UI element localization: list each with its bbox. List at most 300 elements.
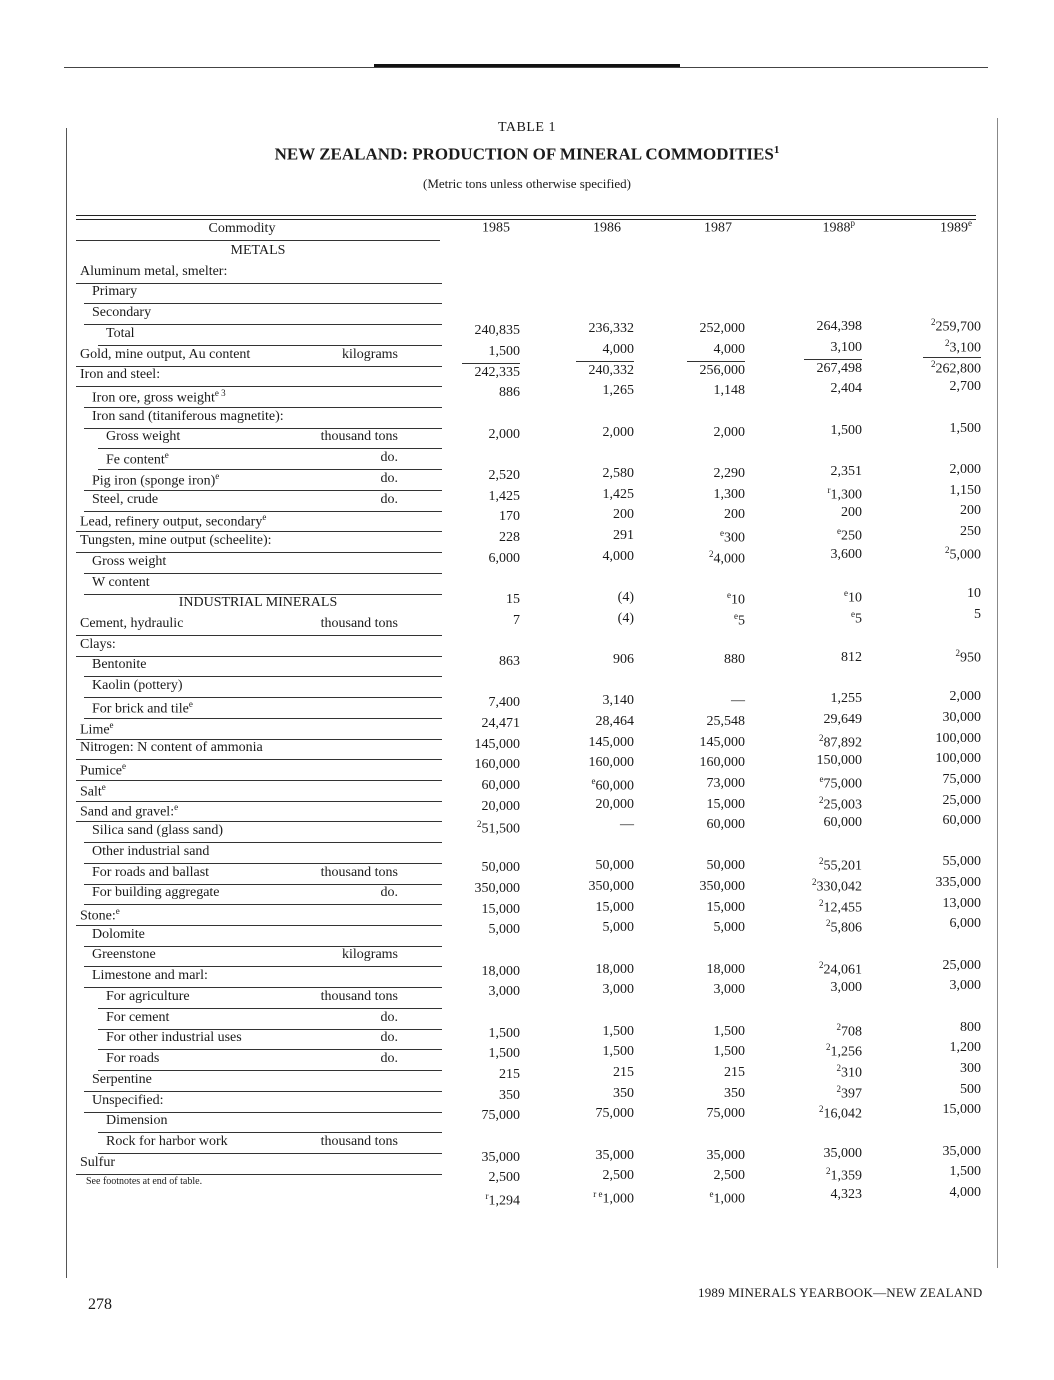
value-text: 4,000 xyxy=(602,341,634,357)
value-text: 35,000 xyxy=(706,1147,745,1163)
unit-label: do. xyxy=(380,470,398,486)
value-text: 5,000 xyxy=(949,547,981,563)
commodity-name: Aluminum metal, smelter: xyxy=(80,263,228,279)
value-text: 5,000 xyxy=(713,920,745,936)
value-footnote-mark: 2 xyxy=(477,819,482,830)
value-footnote-mark: e xyxy=(720,527,724,538)
value-footnote-mark: 2 xyxy=(945,544,950,555)
commodity-name: For other industrial uses xyxy=(106,1030,242,1046)
value-text: 4,000 xyxy=(713,341,745,357)
column-header-commodity: Commodity xyxy=(208,221,276,236)
commodity-label xyxy=(106,429,180,445)
commodity-label xyxy=(80,802,178,821)
value-text: 12,455 xyxy=(823,900,862,916)
commodity-label xyxy=(80,264,227,280)
value-text: 3,100 xyxy=(949,340,981,356)
value-text: 50,000 xyxy=(706,858,745,874)
value-text: 1,150 xyxy=(949,482,981,498)
value-text: 1,500 xyxy=(949,1164,981,1180)
value-text: 886 xyxy=(499,385,520,401)
value-text: 160,000 xyxy=(474,757,520,773)
commodity-name: Kaolin (pottery) xyxy=(92,678,183,694)
commodity-name: Sulfur xyxy=(80,1154,115,1170)
unit-label: do. xyxy=(380,885,398,901)
value-text: 15,000 xyxy=(942,1102,981,1118)
value-text: 300 xyxy=(724,530,745,546)
value-text: 264,398 xyxy=(816,319,862,335)
commodity-name: Greenstone xyxy=(92,947,156,963)
commodity-name: Gold, mine output, Au content xyxy=(80,346,251,362)
value-text: 1,300 xyxy=(713,486,745,502)
commodity-name: Iron ore, gross weight xyxy=(92,390,215,406)
value-text: 87,892 xyxy=(823,735,862,751)
value-text: 75,000 xyxy=(595,1106,634,1122)
commodity-label xyxy=(106,1134,228,1150)
unit-label: thousand tons xyxy=(320,1133,398,1149)
value-text: 2,290 xyxy=(713,465,745,481)
value-text: 24,061 xyxy=(823,962,862,978)
value-text: 1,000 xyxy=(713,1191,745,1207)
value-footnote-mark: 2 xyxy=(826,1042,831,1053)
value-text: 3,000 xyxy=(830,980,862,996)
value-text: 60,000 xyxy=(706,817,745,833)
value-text: 10 xyxy=(848,590,862,606)
value-footnote-mark: e xyxy=(851,608,855,619)
value-text: 75,000 xyxy=(706,1106,745,1122)
commodity-label xyxy=(92,554,166,570)
unit-label: thousand tons xyxy=(320,615,398,631)
commodity-footnote-mark: e xyxy=(109,719,114,730)
value-text: 1,256 xyxy=(830,1045,862,1061)
value-text: 1,265 xyxy=(602,383,634,399)
value-footnote-mark: 2 xyxy=(819,794,824,805)
commodity-name: Serpentine xyxy=(92,1071,152,1087)
value-text: 55,000 xyxy=(942,854,981,870)
commodity-label xyxy=(80,616,183,632)
commodity-name: For roads and ballast xyxy=(92,864,210,880)
value-text: 1,500 xyxy=(488,1046,520,1062)
commodity-label xyxy=(92,699,193,718)
commodity-footnote-mark: e xyxy=(215,470,220,481)
commodity-label xyxy=(106,326,135,342)
value-text: 75,000 xyxy=(823,776,862,792)
commodity-label xyxy=(106,1113,167,1129)
commodity-footnote-mark: e xyxy=(164,450,169,461)
table-row xyxy=(0,1093,1054,1113)
value-text: 863 xyxy=(499,653,520,669)
value-text: 100,000 xyxy=(935,751,981,767)
commodity-name: Limestone and marl: xyxy=(92,968,208,984)
value-text: 5,806 xyxy=(830,921,862,937)
value-footnote-mark: 2 xyxy=(836,1063,841,1074)
value-text: 2,351 xyxy=(830,463,862,479)
commodity-label xyxy=(92,1072,152,1088)
value-text: 1,300 xyxy=(830,487,862,503)
value-text: 250 xyxy=(960,523,981,539)
value-text: 5,000 xyxy=(602,920,634,936)
commodity-label xyxy=(92,1093,164,1109)
commodity-name: Cement, hydraulic xyxy=(80,615,184,631)
commodity-label xyxy=(80,637,116,653)
value-text: 200 xyxy=(960,503,981,519)
commodity-label xyxy=(80,1155,115,1171)
value-text: 73,000 xyxy=(706,775,745,791)
commodity-label xyxy=(92,885,220,901)
section-heading-label: METALS xyxy=(230,243,286,258)
value-footnote-mark: 2 xyxy=(819,856,824,867)
value-cell xyxy=(635,1189,745,1208)
value-text: 18,000 xyxy=(706,961,745,977)
commodity-label xyxy=(80,512,266,531)
value-cell xyxy=(410,1191,520,1210)
commodity-footnote-mark: e xyxy=(101,781,106,792)
value-text: 145,000 xyxy=(699,734,745,750)
value-text: 2,500 xyxy=(713,1168,745,1184)
value-text: 35,000 xyxy=(823,1145,862,1161)
commodity-label xyxy=(106,989,190,1005)
value-text: — xyxy=(620,817,634,833)
section-heading xyxy=(0,243,1054,263)
value-text: 200 xyxy=(613,507,634,523)
value-text: 60,000 xyxy=(823,815,862,831)
commodity-name: Nitrogen: N content of ammonia xyxy=(80,740,263,756)
value-text: 170 xyxy=(499,509,520,525)
commodity-label xyxy=(80,720,114,739)
value-text: 215 xyxy=(499,1067,520,1083)
commodity-label xyxy=(92,968,208,984)
value-text: 160,000 xyxy=(588,755,634,771)
commodity-name: Silica sand (glass sand) xyxy=(92,823,224,839)
value-text: 2,000 xyxy=(602,424,634,440)
value-text: 30,000 xyxy=(942,709,981,725)
value-text: 2,580 xyxy=(602,465,634,481)
value-text: 15,000 xyxy=(595,899,634,915)
commodity-name: Salt xyxy=(80,784,102,800)
value-text: 150,000 xyxy=(816,753,862,769)
value-text: 5 xyxy=(974,606,981,622)
value-text: 500 xyxy=(960,1081,981,1097)
unit-label: do. xyxy=(380,1009,398,1025)
table-subtitle: (Metric tons unless otherwise specified) xyxy=(423,176,631,191)
commodity-label xyxy=(80,761,126,780)
table-title-text: NEW ZEALAND: PRODUCTION OF MINERAL COMMODITIES xyxy=(274,144,774,164)
value-text: 4,000 xyxy=(602,548,634,564)
value-text: 16,042 xyxy=(823,1107,862,1123)
running-head: 1989 MINERALS YEARBOOK—NEW ZEALAND xyxy=(698,1285,983,1300)
value-text: 2,000 xyxy=(949,689,981,705)
unit-label: thousand tons xyxy=(320,429,398,445)
commodity-name: Iron and steel: xyxy=(80,367,161,383)
commodity-label xyxy=(80,347,250,363)
commodity-footnote-mark: e xyxy=(115,906,120,917)
value-text: 1,425 xyxy=(602,486,634,502)
value-text: 6,000 xyxy=(488,550,520,566)
value-footnote-mark: 2 xyxy=(945,337,950,348)
value-text: 252,000 xyxy=(699,321,745,337)
value-text: 7 xyxy=(513,612,520,628)
value-text: 6,000 xyxy=(949,916,981,932)
value-text: 7,400 xyxy=(488,695,520,711)
value-text: 240,835 xyxy=(474,323,520,339)
value-text: 3,000 xyxy=(488,984,520,1000)
page-number: 278 xyxy=(88,1296,112,1313)
commodity-footnote-mark: e xyxy=(262,512,267,523)
value-text: 1,148 xyxy=(713,383,745,399)
value-text: 13,000 xyxy=(942,895,981,911)
commodity-name: W content xyxy=(92,574,150,590)
column-header-1989: 1989e xyxy=(940,218,972,236)
value-text: 24,471 xyxy=(481,715,520,731)
value-footnote-mark: 2 xyxy=(955,647,960,658)
row-rule xyxy=(76,1174,442,1175)
value-text: 3,600 xyxy=(830,546,862,562)
unit-label: do. xyxy=(380,491,398,507)
value-text: 15 xyxy=(506,591,520,607)
value-text: 4,000 xyxy=(713,551,745,567)
commodity-label xyxy=(80,906,120,925)
table-row xyxy=(0,409,1054,429)
value-cell xyxy=(752,1187,862,1203)
value-text: 330,042 xyxy=(816,879,862,895)
value-footnote-mark: e xyxy=(837,525,841,536)
value-text: 3,000 xyxy=(602,982,634,998)
value-text: 350,000 xyxy=(699,879,745,895)
commodity-name: Rock for harbor work xyxy=(106,1133,228,1149)
value-text: 51,500 xyxy=(481,821,520,837)
value-text: 310 xyxy=(841,1065,862,1081)
commodity-label xyxy=(80,740,263,756)
value-text: 1,500 xyxy=(488,343,520,359)
value-text: (4) xyxy=(617,610,634,626)
commodity-name: Gross weight xyxy=(92,553,167,569)
value-footnote-mark: 2 xyxy=(931,317,936,328)
commodity-label xyxy=(80,533,272,549)
value-footnote-mark: 2 xyxy=(819,1104,824,1115)
commodity-name: Lime xyxy=(80,722,110,738)
table-row xyxy=(0,968,1054,988)
value-text: 291 xyxy=(613,527,634,543)
commodity-label xyxy=(92,823,223,839)
unit-label: do. xyxy=(380,450,398,466)
value-text: 228 xyxy=(499,529,520,545)
table-row xyxy=(0,364,1054,387)
value-footnote-mark: e xyxy=(591,775,596,786)
value-text: 10 xyxy=(731,592,745,608)
commodity-name: Unspecified: xyxy=(92,1092,164,1108)
unit-label: thousand tons xyxy=(320,864,398,880)
value-text: 2,500 xyxy=(488,1170,520,1186)
value-text: 25,000 xyxy=(942,792,981,808)
value-footnote-mark: 2 xyxy=(826,1166,831,1177)
commodity-footnote-mark: e xyxy=(122,761,126,771)
column-header-1988: 1988$^p$ xyxy=(822,218,855,236)
value-text: 350 xyxy=(724,1085,745,1101)
value-text: 20,000 xyxy=(481,798,520,814)
value-text: 350 xyxy=(499,1087,520,1103)
value-text: 2,500 xyxy=(602,1168,634,1184)
column-header-1986: 1986 xyxy=(593,220,621,236)
value-text: 20,000 xyxy=(595,796,634,812)
value-text: 5 xyxy=(738,613,745,629)
section-heading-label: INDUSTRIAL MINERALS xyxy=(178,595,338,611)
commodity-name: For building aggregate xyxy=(92,885,220,901)
commodity-label xyxy=(92,284,137,300)
value-text: 60,000 xyxy=(595,778,634,794)
value-text: 812 xyxy=(841,649,862,665)
value-text: 236,332 xyxy=(588,321,634,337)
commodity-name: Primary xyxy=(92,284,138,300)
value-footnote-mark: 2 xyxy=(819,959,824,970)
value-text: 145,000 xyxy=(474,736,520,752)
commodity-name: Steel, crude xyxy=(92,491,159,507)
commodity-label xyxy=(92,865,209,881)
value-text: 950 xyxy=(960,650,981,666)
value-text: 25,003 xyxy=(823,797,862,813)
value-text: 1,500 xyxy=(602,1044,634,1060)
value-footnote-mark: r xyxy=(827,484,831,495)
value-text: 28,464 xyxy=(595,713,634,729)
value-text: 5 xyxy=(855,611,862,627)
value-text: 15,000 xyxy=(481,901,520,917)
value-footnote-mark: 2 xyxy=(826,918,831,929)
value-text: 145,000 xyxy=(588,734,634,750)
value-text: 215 xyxy=(613,1065,634,1081)
commodity-label xyxy=(92,409,284,425)
value-text: 1,425 xyxy=(488,488,520,504)
commodity-name: Tungsten, mine output (scheelite): xyxy=(80,533,272,549)
value-text: 3,140 xyxy=(602,693,634,709)
value-text: 35,000 xyxy=(942,1143,981,1159)
value-text: 50,000 xyxy=(595,858,634,874)
value-cell xyxy=(524,1189,634,1208)
value-footnote-mark: e xyxy=(819,773,824,784)
commodity-label xyxy=(80,367,160,383)
commodity-label xyxy=(106,1051,159,1067)
value-footnote-mark: r e xyxy=(593,1189,603,1200)
value-text: 240,332 xyxy=(588,362,634,378)
commodity-name: For brick and tile xyxy=(92,701,189,717)
value-text: 1,500 xyxy=(830,422,862,438)
footnote-note: See footnotes at end of table. xyxy=(86,1176,203,1187)
column-header-1987: 1987 xyxy=(704,220,732,236)
commodity-name: Stone: xyxy=(80,908,116,924)
table-title-footnote: 1 xyxy=(773,144,780,156)
commodity-label xyxy=(92,471,219,490)
value-footnote-mark: 2 xyxy=(836,1021,841,1032)
value-text: 1,500 xyxy=(713,1023,745,1039)
value-footnote-mark: e xyxy=(709,1189,714,1200)
unit-label: do. xyxy=(380,1051,398,1067)
value-text: 10 xyxy=(967,585,981,601)
value-footnote-mark: 2 xyxy=(812,877,817,888)
value-footnote-mark: 2 xyxy=(931,358,936,369)
value-text: 1,200 xyxy=(949,1040,981,1056)
commodity-name: Other industrial sand xyxy=(92,843,210,859)
value-text: 15,000 xyxy=(706,796,745,812)
value-text: 29,649 xyxy=(823,711,862,727)
value-text: 2,520 xyxy=(488,467,520,483)
value-text: 215 xyxy=(724,1065,745,1081)
commodity-footnote-mark: e 3 xyxy=(214,388,226,399)
commodity-label xyxy=(92,575,150,591)
table-number: TABLE 1 xyxy=(498,120,556,135)
commodity-label xyxy=(92,947,156,963)
value-text: 1,500 xyxy=(713,1044,745,1060)
value-text: 2,000 xyxy=(488,426,520,442)
value-text: 2,404 xyxy=(830,381,862,397)
commodity-name: For agriculture xyxy=(106,988,190,1004)
commodity-footnote-mark: e xyxy=(174,802,179,813)
commodity-label xyxy=(106,450,169,469)
value-text: 906 xyxy=(613,651,634,667)
commodity-name: Fe content xyxy=(106,452,165,468)
unit-label: kilograms xyxy=(342,346,398,362)
commodity-name: Gross weight xyxy=(106,429,181,445)
commodity-name: Total xyxy=(106,325,135,341)
commodity-label xyxy=(106,1030,242,1046)
unit-label: do. xyxy=(380,1030,398,1046)
value-text: 75,000 xyxy=(481,1108,520,1124)
value-text: 1,500 xyxy=(602,1023,634,1039)
value-text: 200 xyxy=(841,505,862,521)
value-text: 2,000 xyxy=(949,461,981,477)
commodity-label xyxy=(92,657,146,673)
table-row xyxy=(0,637,1054,657)
value-footnote-mark: r xyxy=(485,1191,489,1202)
value-text: 350 xyxy=(613,1085,634,1101)
value-text: 60,000 xyxy=(942,813,981,829)
value-text: 3,000 xyxy=(949,978,981,994)
value-text: 1,000 xyxy=(602,1191,634,1207)
value-cell xyxy=(871,1185,981,1201)
commodity-label xyxy=(92,305,151,321)
commodity-name: Bentonite xyxy=(92,657,147,673)
value-text: 242,335 xyxy=(474,364,520,380)
commodity-footnote-mark: e xyxy=(188,698,193,709)
value-text: 55,201 xyxy=(823,859,862,875)
value-text: 2,700 xyxy=(949,379,981,395)
value-footnote-mark: e xyxy=(734,610,738,621)
value-text: 397 xyxy=(841,1086,862,1102)
table-row xyxy=(0,802,1054,822)
value-text: 25,548 xyxy=(706,713,745,729)
value-footnote-mark: e xyxy=(727,589,731,600)
value-text: 300 xyxy=(960,1061,981,1077)
value-text: 800 xyxy=(960,1019,981,1035)
commodity-label xyxy=(106,1010,169,1026)
value-text: 160,000 xyxy=(699,755,745,771)
commodity-label xyxy=(92,388,226,407)
value-text: 100,000 xyxy=(935,730,981,746)
table-row xyxy=(0,264,1054,284)
value-text: 350,000 xyxy=(474,881,520,897)
value-text: 335,000 xyxy=(935,875,981,891)
value-text: 1,500 xyxy=(488,1025,520,1041)
commodity-name: Clays: xyxy=(80,636,116,652)
value-text: 267,498 xyxy=(816,360,862,376)
commodity-name: For cement xyxy=(106,1009,170,1025)
value-text: 880 xyxy=(724,651,745,667)
value-text: 4,323 xyxy=(830,1187,862,1203)
value-footnote-mark: 2 xyxy=(836,1083,841,1094)
commodity-name: Secondary xyxy=(92,305,152,321)
value-footnote-mark: 2 xyxy=(709,548,714,559)
commodity-name: Lead, refinery output, secondary xyxy=(80,515,263,531)
unit-label: thousand tons xyxy=(320,988,398,1004)
value-text: 5,000 xyxy=(488,922,520,938)
value-text: 25,000 xyxy=(942,957,981,973)
value-text: 350,000 xyxy=(588,879,634,895)
